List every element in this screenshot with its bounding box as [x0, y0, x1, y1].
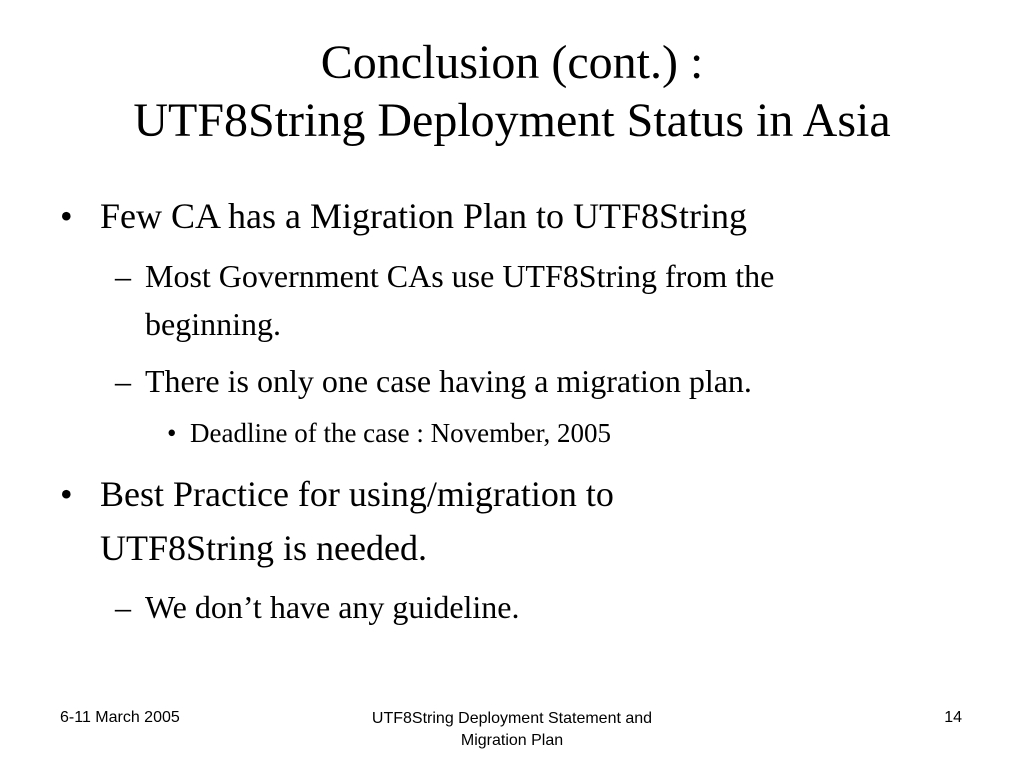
footer-title-line-2: Migration Plan [460, 732, 564, 749]
bullet-icon: • [167, 418, 177, 448]
bullet-2-line-2: UTF8String is needed. [100, 528, 427, 568]
title-line-1: Conclusion (cont.) : [320, 36, 704, 89]
slide-title [0, 34, 1024, 150]
title-line-2: UTF8String Deployment Status in Asia [133, 94, 891, 147]
dash-icon: – [115, 258, 131, 294]
bullet-1-text: Few CA has a Migration Plan to UTF8String [100, 196, 747, 236]
sub-bullet-1-1-line-2: beginning. [145, 306, 281, 342]
footer-title [312, 708, 712, 752]
bullet-icon: • [60, 196, 73, 236]
footer-title-line-1: UTF8String Deployment Statement and [371, 710, 653, 727]
bullet-2-line-1: Best Practice for using/migration to [100, 474, 614, 514]
dash-icon: – [115, 363, 131, 399]
dash-icon: – [115, 589, 131, 625]
sub-bullet-1-2-text: There is only one case having a migration plan. [145, 363, 752, 399]
page-number: 14 [944, 709, 962, 726]
sub-bullet-1-1-line-1: Most Government CAs use UTF8String from the [145, 258, 775, 294]
footer-date: 6-11 March 2005 [60, 709, 180, 726]
sub-sub-bullet-1-2-1-text: Deadline of the case : November, 2005 [190, 418, 612, 448]
bullet-icon: • [60, 474, 73, 514]
sub-bullet-2-1-text: We don’t have any guideline. [145, 589, 520, 625]
